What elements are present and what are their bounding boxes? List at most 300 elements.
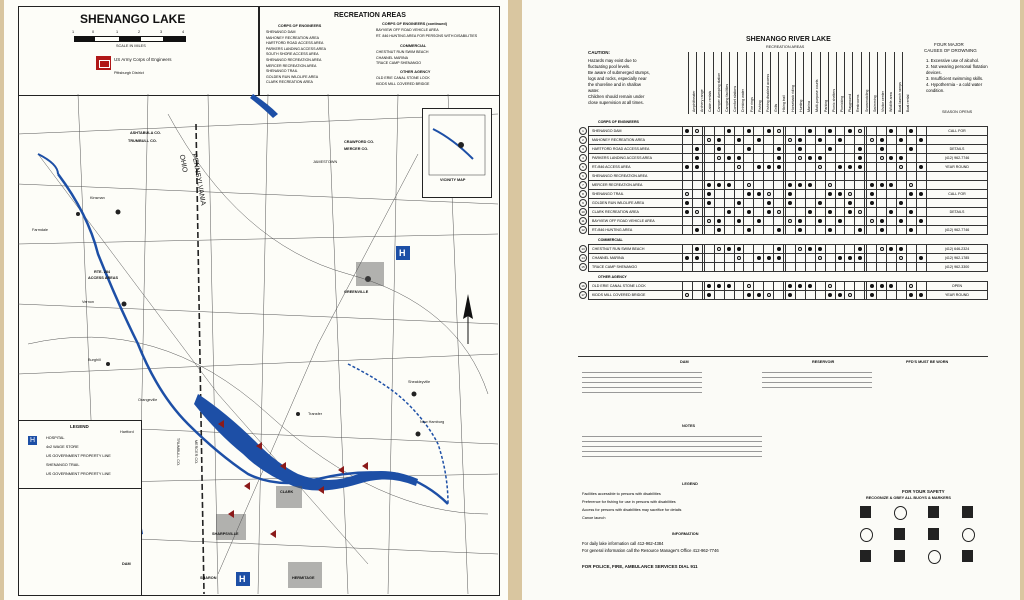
dam-title: DAM	[680, 360, 689, 364]
facility-cell	[805, 181, 815, 190]
facility-cell	[764, 154, 774, 163]
column-header-label: Swimming	[872, 95, 877, 112]
facility-mark	[757, 165, 761, 169]
facility-cell	[734, 181, 744, 190]
label-mercer-co: MERCER CO.	[194, 439, 199, 465]
facility-cell	[734, 127, 744, 136]
facility-mark	[909, 192, 913, 196]
facility-cell	[855, 199, 865, 208]
safety-marker-icon	[860, 528, 873, 542]
facility-cell	[867, 127, 877, 136]
facility-cell	[845, 136, 855, 145]
facility-cell	[906, 226, 916, 235]
facility-mark	[838, 138, 842, 142]
facility-cell	[683, 282, 693, 291]
row-number-cell	[578, 282, 589, 291]
facility-cell	[786, 291, 796, 300]
facility-cell	[815, 181, 825, 190]
facility-cell	[744, 217, 754, 226]
facility-cell	[724, 217, 734, 226]
facility-cell	[795, 190, 805, 199]
facility-cell	[845, 154, 855, 163]
facility-cell	[825, 226, 835, 235]
facility-mark	[919, 138, 923, 142]
facility-mark	[919, 219, 923, 223]
facility-mark	[899, 201, 903, 205]
season-info	[927, 199, 988, 208]
facility-cell	[774, 208, 784, 217]
facility-cell	[896, 127, 906, 136]
facility-cell	[815, 145, 825, 154]
facility-cell	[855, 163, 865, 172]
facility-mark	[838, 165, 842, 169]
facility-cell	[774, 245, 784, 254]
facility-mark	[767, 256, 771, 260]
facility-cell	[855, 263, 865, 272]
facility-mark	[777, 247, 781, 251]
table-row	[578, 163, 988, 172]
facility-cell	[764, 181, 774, 190]
facility-cell	[896, 199, 906, 208]
facility-mark	[899, 247, 903, 251]
column-header-label: Grills	[774, 103, 779, 112]
facility-cell	[744, 145, 754, 154]
facility-cell	[867, 163, 877, 172]
facility-cell	[724, 172, 734, 181]
facility-cell	[867, 282, 877, 291]
facility-cell	[714, 145, 724, 154]
column-header-label: Comfort stations	[733, 85, 738, 112]
column-header-label: Parking	[823, 99, 828, 112]
section-header-row	[578, 235, 988, 245]
row-number: 14	[579, 254, 587, 262]
sheet-subtitle: RECREATION AREAS	[766, 45, 805, 49]
facility-cell	[867, 136, 877, 145]
facility-cell	[887, 154, 897, 163]
facility-cell	[692, 254, 702, 263]
row-number-cell	[578, 136, 589, 145]
label-trumbull-co: TRUMBULL CO.	[176, 437, 181, 467]
facility-mark	[909, 284, 913, 288]
season-info: YEAR ROUND	[927, 291, 988, 300]
label-clark: CLARK	[280, 490, 294, 494]
scale-tick: 3	[160, 30, 163, 34]
facility-cell	[774, 181, 784, 190]
facility-cell	[795, 208, 805, 217]
caution-title: CAUTION:	[588, 50, 610, 55]
hermitage-town-area	[288, 562, 322, 588]
facility-cell	[896, 163, 906, 172]
facility-cell	[835, 291, 845, 300]
facility-mark	[808, 284, 812, 288]
facility-mark	[880, 284, 884, 288]
row-number-cell	[578, 291, 589, 300]
facility-cell	[786, 254, 796, 263]
facility-mark	[788, 201, 792, 205]
area-name: GOLDEN RUN WILDLIFE AREA	[589, 199, 683, 208]
facility-cell	[825, 245, 835, 254]
facility-cell	[855, 217, 865, 226]
season-info: OPEN	[927, 282, 988, 291]
table-row	[578, 145, 988, 154]
facility-cell	[825, 181, 835, 190]
facility-mark	[828, 293, 832, 297]
season-info	[927, 172, 988, 181]
column-header-label: Marina	[807, 101, 812, 112]
facility-cell	[815, 190, 825, 199]
row-number-cell	[578, 245, 589, 254]
facility-mark	[757, 192, 761, 196]
facility-cell	[896, 190, 906, 199]
facility-cell	[896, 254, 906, 263]
season-info	[927, 217, 988, 226]
vicinity-map-inset	[422, 108, 492, 198]
facility-cell	[754, 181, 764, 190]
facility-cell	[734, 282, 744, 291]
facility-mark	[858, 210, 862, 214]
season-info: (412) 962-7746	[927, 154, 988, 163]
facility-cell	[724, 190, 734, 199]
facility-mark	[880, 156, 884, 160]
facility-cell	[845, 199, 855, 208]
facility-cell	[916, 199, 926, 208]
facility-mark	[767, 201, 771, 205]
facility-mark	[737, 219, 741, 223]
facility-cell	[704, 172, 714, 181]
facility-mark	[848, 192, 852, 196]
facility-cell	[734, 245, 744, 254]
rec-area-item: CHESTNUT RUN SWIM BEACH	[376, 50, 429, 54]
facility-cell	[887, 226, 897, 235]
table-row	[578, 226, 988, 235]
row-number: 16	[579, 282, 587, 290]
facility-cell	[744, 208, 754, 217]
hospital-icon: H	[29, 437, 36, 444]
facility-mark	[848, 210, 852, 214]
legend-item: 4x2 WAGE STORE	[46, 445, 79, 449]
row-number: 5	[579, 163, 587, 171]
facility-mark	[870, 183, 874, 187]
facility-cell	[692, 245, 702, 254]
dam-info-lines	[582, 368, 702, 416]
river-headwaters	[38, 154, 58, 174]
rec-col2-list	[376, 28, 477, 39]
rec-area-item: MAHONEY RECREATION AREA	[266, 35, 319, 40]
facility-cell	[692, 282, 702, 291]
facility-cell	[764, 245, 774, 254]
facility-mark	[858, 147, 862, 151]
scale-tick: 1	[116, 30, 119, 34]
facility-cell	[877, 245, 887, 254]
facility-cell	[825, 208, 835, 217]
facility-cell	[855, 245, 865, 254]
facility-mark	[889, 210, 893, 214]
facility-mark	[788, 138, 792, 142]
facility-cell	[867, 263, 877, 272]
scale-tick: 4	[182, 30, 185, 34]
facility-mark	[685, 256, 689, 260]
facility-cell	[774, 154, 784, 163]
facility-cell	[855, 154, 865, 163]
facility-cell	[896, 181, 906, 190]
section-header: CORPS OF ENGINEERS	[598, 119, 639, 124]
facility-cell	[887, 199, 897, 208]
facility-cell	[867, 208, 877, 217]
facility-cell	[805, 217, 815, 226]
label-dam: DAM	[122, 562, 131, 566]
facility-cell	[906, 163, 916, 172]
facility-mark	[747, 210, 751, 214]
facility-cell	[805, 291, 815, 300]
facility-cell	[754, 190, 764, 199]
facility-cell	[724, 136, 734, 145]
facility-cell	[683, 199, 693, 208]
north-label: N	[465, 308, 470, 314]
facility-cell	[786, 163, 796, 172]
facility-mark	[695, 156, 699, 160]
facility-cell	[877, 163, 887, 172]
facility-cell	[683, 245, 693, 254]
facility-cell	[825, 263, 835, 272]
column-header-label: Drinking water	[741, 89, 746, 112]
label-pennsylvania: PENNSYLVANIA	[190, 152, 207, 207]
season-info: YEAR ROUND	[927, 163, 988, 172]
section-header: COMMERCIAL	[598, 237, 623, 242]
facility-cell	[683, 208, 693, 217]
caution-line: fluctuating pool levels.	[588, 64, 631, 69]
facility-cell	[825, 199, 835, 208]
info-lines	[582, 540, 719, 554]
table-row	[578, 263, 988, 272]
facility-cell	[744, 245, 754, 254]
facility-cell	[744, 199, 754, 208]
facility-cell	[744, 190, 754, 199]
facility-cell	[786, 145, 796, 154]
facility-mark	[737, 138, 741, 142]
legend-item: HOSPITAL	[46, 436, 65, 440]
facility-cell	[764, 226, 774, 235]
rec-area-item: OLD ERIE CANAL STONE LOCK	[376, 76, 430, 80]
facility-mark	[899, 219, 903, 223]
caution-text	[588, 58, 650, 106]
facility-cell	[825, 163, 835, 172]
season-label: SEASON OPENS	[942, 110, 973, 114]
facility-cell	[774, 190, 784, 199]
facility-cell	[805, 263, 815, 272]
facility-cell	[724, 127, 734, 136]
facility-cell	[744, 163, 754, 172]
facility-cell	[845, 127, 855, 136]
area-name: KIDDS MILL COVERED BRIDGE	[589, 291, 683, 300]
facility-cell	[855, 145, 865, 154]
facility-cell	[815, 199, 825, 208]
facility-cell	[744, 127, 754, 136]
drowning-item: 4. Hypothermia - a cold water condition.	[926, 82, 983, 93]
facility-cell	[835, 217, 845, 226]
facility-cell	[805, 208, 815, 217]
facility-cell	[774, 199, 784, 208]
drowning-item: 1. Excessive use of alcohol.	[926, 58, 980, 63]
table-row	[578, 245, 988, 254]
column-header-label: Amphitheater	[692, 90, 696, 112]
row-number: 7	[579, 181, 587, 189]
row-number-cell	[578, 154, 589, 163]
facility-cell	[764, 282, 774, 291]
facility-cell	[916, 226, 926, 235]
facility-cell	[835, 208, 845, 217]
facility-mark	[798, 147, 802, 151]
facility-cell	[774, 145, 784, 154]
facility-cell	[786, 172, 796, 181]
facility-cell	[692, 199, 702, 208]
facility-cell	[724, 245, 734, 254]
row-number: 10	[579, 208, 587, 216]
safety-marker-icon	[860, 506, 871, 518]
facility-mark	[717, 219, 721, 223]
drowning-title-2: CAUSES OF DROWNING	[924, 48, 977, 53]
facility-cell	[795, 127, 805, 136]
facility-cell	[724, 145, 734, 154]
facility-cell	[734, 163, 744, 172]
recreation-sheet	[522, 0, 1020, 600]
facility-cell	[815, 154, 825, 163]
facility-mark	[798, 156, 802, 160]
facility-cell	[887, 172, 897, 181]
facility-cell	[805, 190, 815, 199]
facility-cell	[683, 254, 693, 263]
facility-cell	[877, 254, 887, 263]
facility-cell	[734, 172, 744, 181]
facility-mark	[707, 293, 711, 297]
rec-area-item: GOLDEN RUN WILDLIFE AREA	[266, 74, 319, 79]
caution-line: logs and rocks, especially near	[588, 76, 647, 81]
facility-cell	[877, 282, 887, 291]
legend-line: Access for persons with disabilities may sacrifice for details	[582, 508, 682, 512]
facility-cell	[704, 226, 714, 235]
facility-mark	[777, 129, 781, 133]
recreation-table	[578, 117, 988, 300]
facility-cell	[916, 245, 926, 254]
facility-mark	[889, 183, 893, 187]
facility-mark	[685, 210, 689, 214]
row-number-cell	[578, 181, 589, 190]
facility-cell	[906, 154, 916, 163]
facility-cell	[786, 226, 796, 235]
facility-mark	[848, 293, 852, 297]
column-header-label: Fishing disabled access	[766, 73, 770, 112]
facility-cell	[714, 208, 724, 217]
facility-cell	[855, 208, 865, 217]
area-name: TRACE CAMP SHENANGO	[589, 263, 683, 272]
vicinity-title: VICINITY MAP	[440, 178, 466, 182]
rec-area-item: BAYVIEW OFF ROAD VEHICLE AREA	[376, 28, 439, 32]
row-number: 11	[579, 217, 587, 225]
facility-cell	[774, 263, 784, 272]
facility-cell	[704, 181, 714, 190]
safety-marker-icon	[894, 506, 907, 520]
facility-mark	[727, 247, 731, 251]
column-header-label: Multi-purpose courts	[815, 79, 820, 112]
facility-cell	[877, 190, 887, 199]
table-row	[578, 181, 988, 190]
facility-cell	[704, 163, 714, 172]
legend-title: LEGEND	[682, 482, 698, 486]
facility-cell	[916, 136, 926, 145]
safety-marker-icon	[894, 550, 905, 562]
facility-mark	[848, 129, 852, 133]
facility-cell	[845, 254, 855, 263]
facility-cell	[867, 154, 877, 163]
facility-cell	[916, 291, 926, 300]
facility-cell	[754, 163, 764, 172]
legend-title: LEGEND	[70, 424, 89, 429]
facility-mark	[889, 129, 893, 133]
facility-cell	[896, 291, 906, 300]
column-header-label: Picnic shelters	[831, 88, 836, 112]
facility-cell	[855, 127, 865, 136]
facility-cell	[906, 245, 916, 254]
facility-cell	[867, 217, 877, 226]
facility-cell	[734, 217, 744, 226]
facility-mark	[707, 219, 711, 223]
facility-cell	[704, 190, 714, 199]
facility-mark	[880, 138, 884, 142]
facility-mark	[737, 256, 741, 260]
row-number-cell	[578, 199, 589, 208]
facility-cell	[877, 172, 887, 181]
facility-cell	[724, 199, 734, 208]
table-row	[578, 208, 988, 217]
rec-area-item: CLARK RECREATION AREA	[266, 80, 313, 85]
facility-cell	[845, 282, 855, 291]
facility-cell	[906, 145, 916, 154]
column-header	[902, 52, 911, 114]
facility-cell	[714, 245, 724, 254]
facility-mark	[818, 256, 822, 260]
column-header-label: Boat launch ramps	[897, 82, 902, 112]
rec-area-item: MERCER RECREATION AREA	[266, 63, 317, 68]
facility-mark	[798, 228, 802, 232]
safety-marker-icon	[894, 528, 905, 540]
caution-line: Be aware of submerged stumps,	[588, 70, 650, 75]
facility-cell	[734, 190, 744, 199]
facility-cell	[887, 190, 897, 199]
facility-mark	[695, 228, 699, 232]
facility-cell	[764, 172, 774, 181]
facility-cell	[867, 145, 877, 154]
facility-cell	[744, 291, 754, 300]
facility-mark	[747, 183, 751, 187]
facility-cell	[786, 263, 796, 272]
facility-cell	[835, 263, 845, 272]
facility-cell	[683, 127, 693, 136]
row-number-cell	[578, 217, 589, 226]
facility-mark	[685, 165, 689, 169]
facility-cell	[835, 136, 845, 145]
facility-cell	[692, 127, 702, 136]
facility-cell	[786, 136, 796, 145]
facility-mark	[808, 129, 812, 133]
facility-mark	[737, 201, 741, 205]
facility-cell	[786, 282, 796, 291]
facility-cell	[825, 254, 835, 263]
facility-cell	[734, 208, 744, 217]
facility-cell	[774, 136, 784, 145]
facility-cell	[906, 282, 916, 291]
facility-cell	[805, 254, 815, 263]
safety-marker-icon	[860, 550, 871, 562]
facility-cell	[754, 291, 764, 300]
